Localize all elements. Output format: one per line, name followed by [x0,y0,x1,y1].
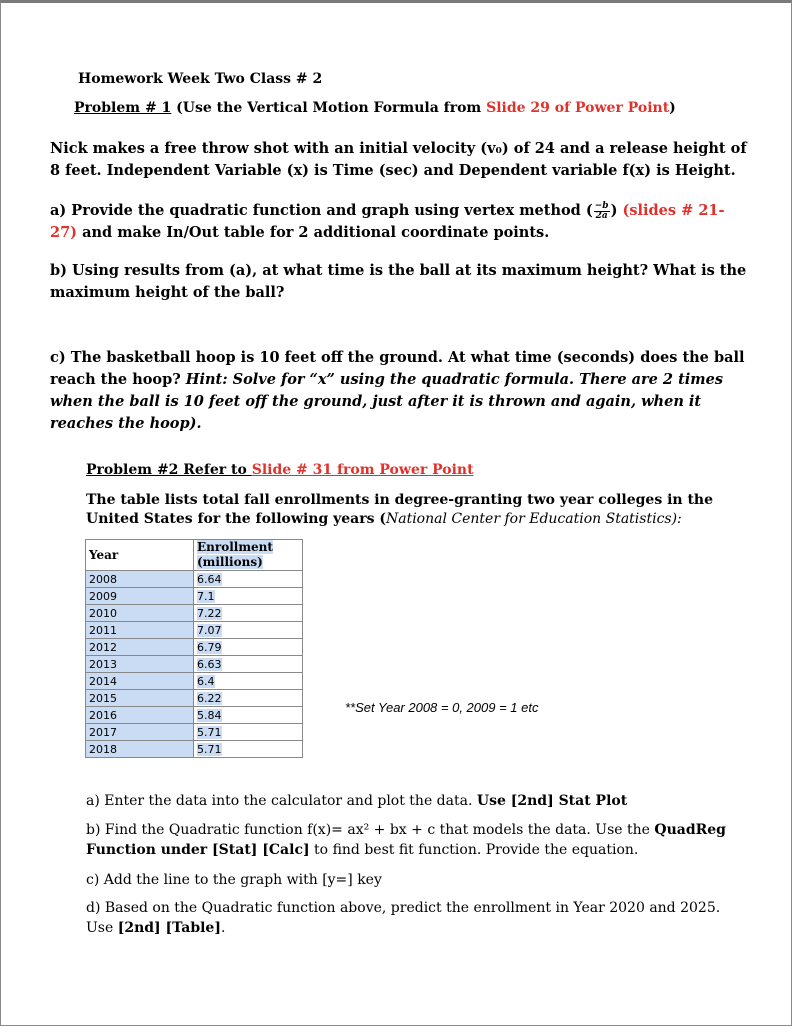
part-b-text-end: to find best fit function. Provide the equation. [309,842,639,858]
enrollment-table [85,539,303,758]
enrollment-value: 6.63 [197,657,222,671]
part-d-end: . [220,920,226,936]
problem2-part-c: c) Add the line to the graph with [y=] key [86,872,382,888]
enrollment-cell [194,673,303,690]
enrollment-cell [194,724,303,741]
vertex-fraction [594,202,610,221]
part-d-bold: [2nd] [Table] [117,920,221,936]
enrollment-value: 5.84 [197,708,222,722]
year-cell: 2015 [86,690,194,707]
problem1-part-b: b) Using results from (a), at what time is the ball at its maximum height? What is the maximum height of the ball? [50,262,747,301]
enrollment-value: 6.22 [197,691,222,705]
document-title: Homework Week Two Class # 2 [78,71,323,87]
part-a-text: a) Provide the quadratic function and graph using vertex method ( [50,202,593,219]
enrollment-cell [194,707,303,724]
problem2-heading [86,462,474,478]
enrollment-value: 7.1 [197,589,215,603]
problem1-part-a [50,200,750,244]
problem2-label: Problem #2 Refer to [86,462,252,478]
enrollment-cell [194,741,303,758]
enrollment-cell [194,571,303,588]
enrollment-cell [194,622,303,639]
enrollment-cell [194,605,303,622]
enrollment-header-text: Enrollment (millions) [197,540,273,569]
problem2-slide-ref: Slide # 31 from Power Point [251,462,474,478]
enrollment-header [194,540,303,571]
problem1-part-c [50,347,750,435]
year-cell: 2018 [86,741,194,758]
part-c-text: c) The basketball hoop is 10 feet off the ground. At what time (seconds) does the ball reach the hoop? [50,349,745,388]
year-cell: 2014 [86,673,194,690]
part-b-text: b) Find the Quadratic function f(x)= ax² + bx + c that models the data. Use the [86,822,655,838]
problem2-intro [86,491,726,529]
table-row [86,707,303,724]
year-cell: 2017 [86,724,194,741]
table-row [86,639,303,656]
problem1-intro: Nick makes a free throw shot with an initial velocity (v₀) of 24 and a release height of 8 feet. Independent Variable (x) is Time (sec) and Dependent variable f(x) is Height. [50,140,747,179]
enrollment-value: 7.22 [197,606,222,620]
enrollment-value: 5.71 [197,725,222,739]
enrollment-cell [194,656,303,673]
fraction-denominator: 2a [595,210,608,221]
year-cell: 2012 [86,639,194,656]
problem2-text: The table lists total fall enrollments in degree-granting two year colleges in the United States for the following years ( [86,492,714,527]
fraction-numerator: −b [594,200,609,211]
part-d-text: d) Based on the Quadratic function above, predict the enrollment in Year 2020 and 2025. Use [86,900,721,936]
table-row [86,656,303,673]
table-row [86,588,303,605]
enrollment-cell [194,690,303,707]
year-header: Year [86,540,194,571]
enrollment-value: 6.79 [197,640,222,654]
part-b-bold: QuadReg Function under [Stat] [Calc] [86,822,726,858]
table-row [86,741,303,758]
enrollment-value: 5.71 [197,742,222,756]
table-row [86,622,303,639]
problem2-part-d [86,898,736,938]
table-row [86,724,303,741]
problem1-slide-ref: Slide 29 of Power Point [486,100,670,116]
problem2-source: National Center for Education Statistics): [385,511,682,527]
table-row [86,673,303,690]
fraction-close: ) [610,202,618,219]
year-cell: 2011 [86,622,194,639]
enrollment-value: 6.64 [197,572,222,586]
part-a-slides-ref: (slides # 21-27) [50,202,725,241]
problem1-subtitle-pre: (Use the Vertical Motion Formula from [171,100,487,116]
problem1-label: Problem # 1 [74,100,172,116]
year-cell: 2013 [86,656,194,673]
enrollment-cell [194,588,303,605]
part-c-hint: Hint: Solve for “x” using the quadratic formula. There are 2 times when the ball is 10 feet off the ground, just after it is thrown and again, when it reaches the hoop). [50,371,724,432]
year-cell: 2008 [86,571,194,588]
part-a-text: a) Enter the data into the calculator and plot the data. [86,793,477,809]
part-a-bold: Use [2nd] Stat Plot [476,793,628,809]
year-cell: 2016 [86,707,194,724]
problem2-part-a [86,791,736,811]
problem2-part-b [86,820,736,860]
problem1-heading [74,100,676,116]
enrollment-value: 7.07 [197,623,222,637]
year-cell: 2009 [86,588,194,605]
year-offset-note: **Set Year 2008 = 0, 2009 = 1 etc [345,700,539,715]
table-header-row [86,540,303,571]
problem1-subtitle-post: ) [669,100,676,116]
year-cell: 2010 [86,605,194,622]
part-a-text-end: and make In/Out table for 2 additional coordinate points. [77,224,550,241]
enrollment-value: 6.4 [197,674,215,688]
table-row [86,605,303,622]
table-row [86,571,303,588]
enrollment-cell [194,639,303,656]
table-row [86,690,303,707]
